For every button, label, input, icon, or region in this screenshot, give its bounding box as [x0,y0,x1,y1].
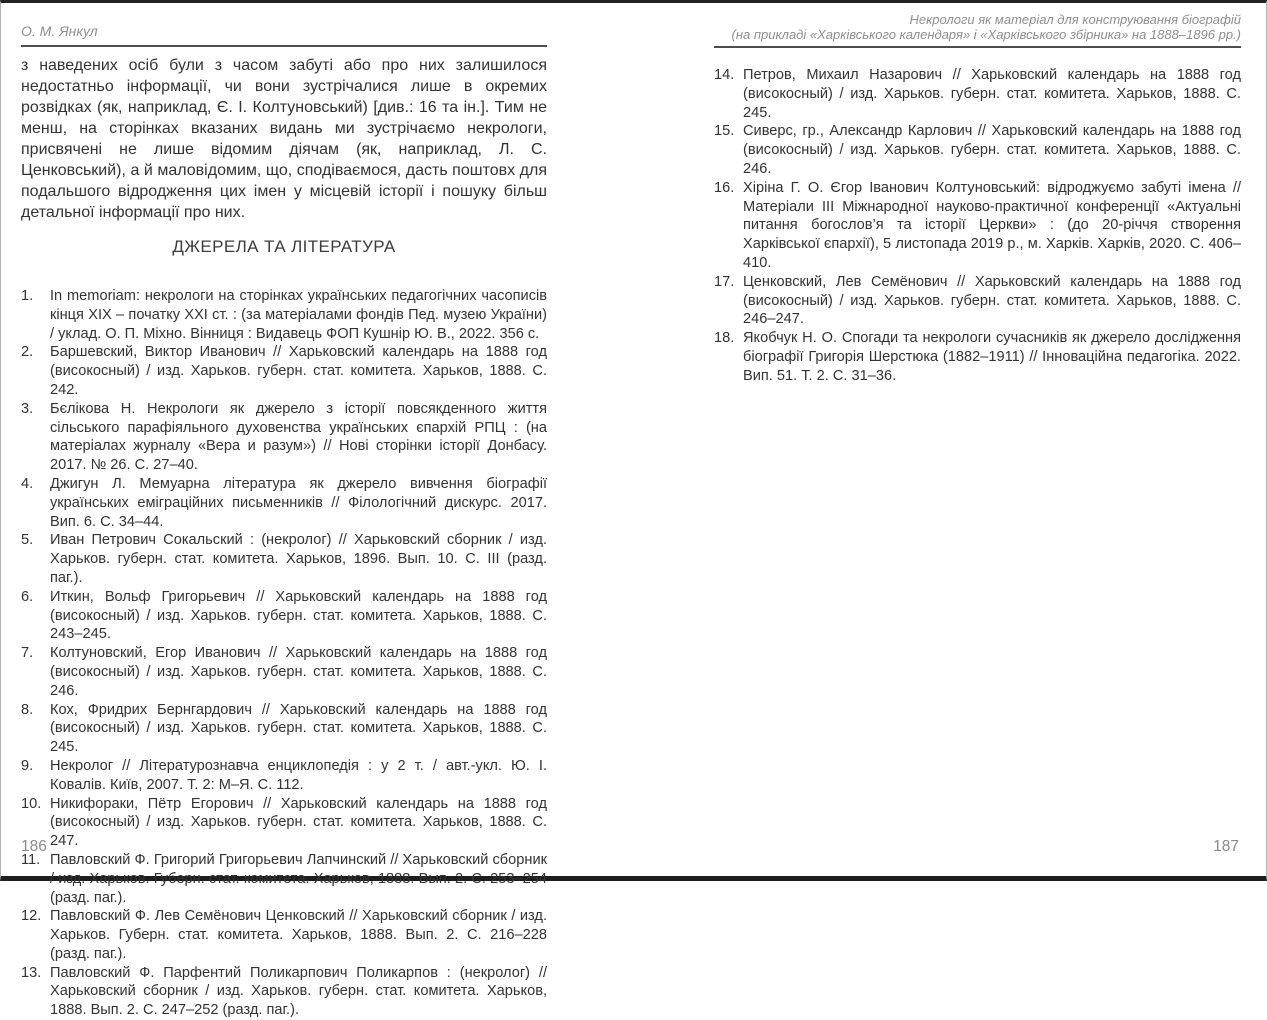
reference-list-right [714,66,1241,386]
running-header-author [21,3,547,47]
reference-number: 5. [21,532,34,549]
article-title-line1: Некрологи як матеріал для конструювання біографій [909,12,1241,27]
reference-number: 13. [21,964,42,981]
reference-text: Баршевский, Виктор Иванович // Харьковский календарь на 1888 год (високосный) / изд. Харьков. губерн. стат. комитета. Харьков, 1888. С. 242. [50,344,547,398]
reference-number: 11. [21,851,41,868]
reference-text: Павловский Ф. Григорий Григорьевич Лапчинский // Харьковский сборник / изд. Харьков. Губерн. стат. комитета. Харьков, 1888. Вып. 2. С. 253–254 (разд. паг.). [50,851,547,906]
reference-number: 6. [21,588,34,605]
reference-number: 8. [21,701,34,718]
reference-number: 4. [21,475,34,492]
reference-text: Кох, Фридрих Бернгардович // Харьковский календарь на 1888 год (високосный) / изд. Харьков. губерн. стат. комитета. Харьков, 1888. С. 245. [50,701,547,756]
page-number-left: 186 [21,838,47,855]
reference-text: Хіріна Г. О. Єгор Іванович Колтуновський: відроджуємо забуті імена // Матеріали ІІІ Міжнародної науково-практичної конференції «Актуальні питання богослов’я та історії Церкви» : (до 20-річчя створення Харківської єпархії), 5 листопада 2019 р., м. Харків. Харків, 2020. С. 406–410. [743,179,1241,271]
reference-item [21,701,547,757]
reference-text: Павловский Ф. Парфентий Поликарпович Поликарпов : (некролог) // Харьковский сборник / изд. Харьков. губерн. стат. комитета. Харьков, 1888. Вып. 2. С. 247–252 (разд. паг.). [50,964,547,1019]
reference-text: Иткин, Вольф Григорьевич // Харьковский календарь на 1888 год (високосный) / изд. Харьков. губерн. стат. комитета. Харьков, 1888. С. 243–245. [50,588,547,643]
reference-item [714,329,1241,385]
reference-number: 10. [21,795,42,812]
running-header-title [714,3,1241,48]
reference-item [21,757,547,795]
reference-item [714,66,1241,122]
reference-text: Сиверс, гр., Александр Карлович // Харьковский календарь на 1888 год (високосный) / изд. Харьков. губерн. стат. комитета. Харьков, 1888. С. 246. [743,123,1241,177]
reference-text: In memoriam: некрологи на сторінках українських педагогічних часописів кінця ХІХ – початку ХХІ ст. : (за матеріалами фондів Пед. музею України) / уклад. О. П. Міхно. Вінниця : Видавець ФОП Кушнір Ю. В., 2022. 356 с. [50,288,547,342]
reference-number: 9. [21,757,34,774]
reference-text: Никифораки, Пётр Егорович // Харьковский календарь на 1888 год (високосный) / изд. Харьков. губерн. стат. комитета. Харьков, 1888. С. 247. [50,795,547,850]
page-number-right: 187 [1213,838,1239,855]
left-page [21,3,547,1020]
reference-number: 18. [714,330,735,347]
reference-text: Некролог // Літературознавча енциклопедія : у 2 т. / авт.-укл. Ю. І. Ковалів. Київ, 2007. Т. 2: М–Я. С. 112. [50,757,547,793]
section-heading: ДЖЕРЕЛА ТА ЛІТЕРАТУРА [172,237,396,256]
reference-text: Бєлікова Н. Некрологи як джерело з історії повсякденного життя сільського парафіяльного духовенства українських єпархій РПЦ : (на матеріалах журналу «Вера и разум») // Нові сторінки історії Донбасу. 2017. № 26. С. 27–40. [50,400,547,474]
reference-text: Ценковский, Лев Семёнович // Харьковский календарь на 1888 год (високосный) / изд. Харьков. губерн. стат. комитета. Харьков, 1888. С. 246–247. [743,273,1241,328]
reference-item [21,851,547,907]
right-page [714,3,1241,386]
reference-number: 3. [21,400,34,417]
reference-item [21,475,547,531]
reference-item [21,964,547,1020]
reference-item [21,907,547,963]
reference-text: Колтуновский, Егор Иванович // Харьковский календарь на 1888 год (високосный) / изд. Харьков. губерн. стат. комитета. Харьков, 1888. С. 246. [50,645,547,699]
reference-item [21,343,547,399]
author-name: О. М. Янкул [21,23,98,39]
reference-number: 16. [714,179,735,196]
reference-number: 12. [21,908,42,925]
reference-text: Иван Петрович Сокальский : (некролог) // Харьковский сборник / изд. Харьков. губерн. стат. комитета. Харьков, 1896. Вып. 10. С. III (разд. паг.). [50,532,547,586]
reference-number: 1. [21,288,34,304]
reference-item [21,588,547,644]
reference-text: Якобчук Н. О. Спогади та некрологи сучасників як джерело дослідження біографії Григорія Шерстюка (1882–1911) // Інноваційна педагогіка. 2022. Вип. 51. Т. 2. С. 31–36. [743,330,1241,384]
reference-text: Джигун Л. Мемуарна література як джерело вивчення біографії українських еміграційних письменників // Філологічний дискурс. 2017. Вип. 6. С. 34–44. [50,475,547,530]
reference-number: 14. [714,67,735,83]
reference-item [714,273,1241,329]
article-title-line2: (на прикладі «Харківського календаря» і «Харківського збірника» на 1888–1896 рр.) [731,27,1241,42]
reference-item [714,179,1241,273]
reference-item [21,400,547,475]
reference-number: 7. [21,645,34,662]
body-paragraph: з наведених осіб були з часом забуті або про них залишилося недостатньо інформації, чи вони зустрічалися лише в окремих розвідках (як, наприклад, Є. І. Колтуновський) [див.: 16 та ін.]. Тим не менш, на сторінках вказаних видань ми зустрічаємо некрологи, присвячені не лише відомим діячам (як, наприклад, Л. С. Ценковський), а й маловідомим, що, сподіваємося, дасть поштовх для подальшого відродження цих імен у місцевій історії і пошуку більш детальної інформації про них. [21,57,547,221]
reference-list-left [21,287,547,1020]
reference-item [714,122,1241,178]
reference-item [21,287,547,343]
reference-text: Петров, Михаил Назарович // Харьковский календарь на 1888 год (високосный) / изд. Харьков. губерн. стат. комитета. Харьков, 1888. С. 245. [743,67,1241,121]
reference-item [21,644,547,700]
reference-number: 15. [714,123,735,140]
reference-number: 2. [21,344,34,361]
reference-item [21,531,547,587]
reference-text: Павловский Ф. Лев Семёнович Ценковский // Харьковский сборник / изд. Харьков. Губерн. стат. комитета. Харьков, 1888. Вып. 2. С. 216–228 (разд. паг.). [50,908,547,962]
reference-number: 17. [714,273,735,290]
reference-item [21,795,547,851]
